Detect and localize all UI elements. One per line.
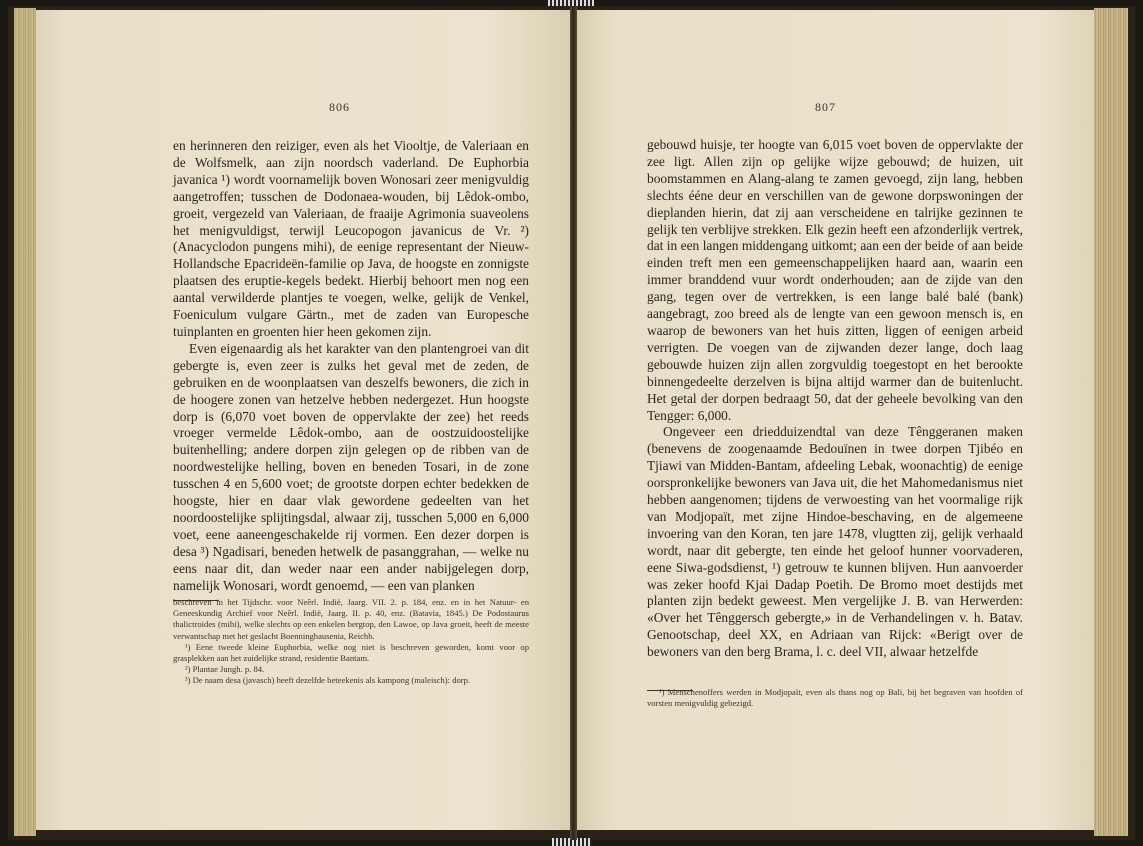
page-number-right: 807: [815, 100, 836, 114]
left-page: [36, 10, 570, 830]
left-footnote-3: ³) De naam desa (javasch) heeft dezelfde beteekenis als kampong (maleisch): dorp.: [185, 675, 471, 686]
left-footnote-continued: beschreven in het Tijdschr. voor Neêrl. Indië, Jaarg. VII. 2. p. 184, enz. en in het Natuur- en Geneeskundig Archief voor Neêrl. Indië, Jaarg. II. p. 40, enz. (Batavia, 1845.) De Podostaurus thalictroides (mihi), welke slechts op een enkelen bergtop, den Lawoe, op Java groeit, heeft de meeste verwantschap met het geslacht Boenninghausenia, Reichb.: [173, 597, 529, 641]
right-paragraph-2: Ongeveer een driedduizendtal van deze Tênggeranen maken (benevens de zoogenaamde Bedouïnen in twee dorpen Tjibéo en Tjiawi van Midden-Bantam, afdeeling Lebak, woonachtig) de eenige oorspronkelijke bewoners van Java uit, die het Mahomedanismus niet hebben aangenomen; tijdens de verwoesting van het voormalige rijk van Modjopaït, met zijne Hindoe-beschaving, en de algemeene invoering van den Koran, ten jare 1478, vlugtten zij, gelijk verhaald wordt, naar dit gebergte, ten einde het geloof hunner voorvaderen, eene Siwa-godsdienst, ¹) getrouw te kunnen blijven. Hun aanvoerder was zeker hoofd Kjai Dadap Poetih. De Bromo moet destijds met planten zijn bedekt geweest. Men vergelijke J. B. van Herwerden: «Over het Tênggersch gebergte,» in de Verhandelingen v. h. Batav. Genootschap, deel XX, en Adriaan van Rijck: «Berigt over de bewoners van den berg Brama, l. c. deel VII, alwaar hetzelfde: [647, 424, 1023, 660]
left-paragraph-2: Even eigenaardig als het karakter van den plantengroei van dit gebergte is, even zeer is zulks het geval met de zeden, de gebruiken en de woonplaatsen van deszelfs bewoners, die zich in de hoogere zonen van hetzelve hebben nedergezet. Hun hoogste dorp is (6,070 voet boven de oppervlakte der zee) het reeds vroeger vermelde Lêdok-ombo, aan de oostzuidoostelijke buitenhelling; andere dorpen zijn gelegen op de ribben van de noordwestelijke helling, boven en beneden Tosari, in de zone tusschen 4 en 5,600 voet; de grootste dorpen echter bedekken de hoogste, hier en daar vlak gewordene gedeelten van het noordoostelijke splijtingsdal, alwaar zij, tusschen 5,000 en 6,000 voet, eene aaneengeschakelde rij vormen. Een dezer dorpen is desa ³) Ngadisari, beneden hetwelk de pasanggrahan, — welke nu eens naar dit, dan weder naar een ander nabijgelegen dorp, namelijk Wonosari, wordt genoemd, — een van planken: [173, 340, 529, 593]
left-page-edges: [14, 8, 36, 836]
left-footnotes: [173, 597, 529, 687]
book-gutter: [570, 6, 577, 840]
right-paragraph-1: gebouwd huisje, ter hoogte van 6,015 voet boven de oppervlakte der zee ligt. Allen zijn op gelijke wijze gebouwd; de huizen, uit boomstammen en Alang-alang te zamen gevoegd, zijn lang, hebben slechts ééne deur en verschillen van de gewone dorpswoningen der dieplanden hierin, dat zij aan verscheidene en talrijke gezinnen te gelijk ten verblijve strekken. Elk gezin heeft een afzonderlijk vertrek, dat in een langen middengang uitkomt; aan een der beide of aan beide einden treft men een gemeenschappelijken haard aan, waarin een immer branddend vuur wordt onderhouden; aan de zijde van den gang, tegen over de vertrekken, is een lange balé balé (bank) aangebragt, zoo breed als de lengte van een gewoon mensch is, en waarop de bewoners van het huis zitten, liggen of eenigen arbeid verrigten. De voegen van de zijwanden dezer lange, doch laag gebouwde huizen zijn allen zorgvuldig toegestopt en het berookte binnengedeelte derzelven is bijna altijd warmer dan de buitenlucht. Het getal der dorpen bedraagt 50, dat der geheele bevolking van den Tengger: 6,000.: [647, 137, 1023, 423]
right-footnote-1: ¹) Menschenoffers werden in Modjopaït, even als thans nog op Bali, bij het begraven van hoofden of vorsten menigvuldig gebezigd.: [647, 687, 1023, 709]
page-number-left: 806: [329, 100, 350, 114]
left-paragraph-1: en herinneren den reiziger, even als het Viooltje, de Valeriaan en de Wolfsmelk, aan zijn noordsch vaderland. De Euphorbia javanica ¹) wordt voornamelijk boven Wonosari zeer menigvuldig aangetroffen; tusschen de Dodonaea-wouden, bij Lêdok-ombo, groeit, vergezeld van Valeriaan, de fraaije Agrimonia suaveolens het menigvuldigst, terwijl Leucopogon javanicus de Vr. ²) (Anacyclodon pungens mihi), de eenige representant der Nieuw-Hollandsche Epacrideën-familie op Java, de hoogste en zonnigste plaatsen des eruptie-kegels bedekt. Hierbij behoort men nog een aantal verwilderde plantjes te voegen, welke, gelijk de Venkel, Foeniculum vulgare Gärtn., met de zaden van Europesche tuinplanten en groenten hier heen gekomen zijn.: [173, 138, 529, 339]
left-footnote-1: ¹) Eene tweede kleine Euphorbia, welke nog niet is beschreven geworden, komt voor op grasplekken aan het zuidelijke strand, residentie Bantam.: [173, 641, 529, 664]
left-page-body: [173, 138, 529, 594]
right-page-body: [647, 137, 1023, 661]
right-page-edges: [1094, 8, 1128, 836]
right-page: [577, 10, 1094, 830]
left-footnote-2: ²) Plantae Jungh. p. 84.: [185, 664, 265, 675]
right-footnotes: [647, 687, 1023, 709]
